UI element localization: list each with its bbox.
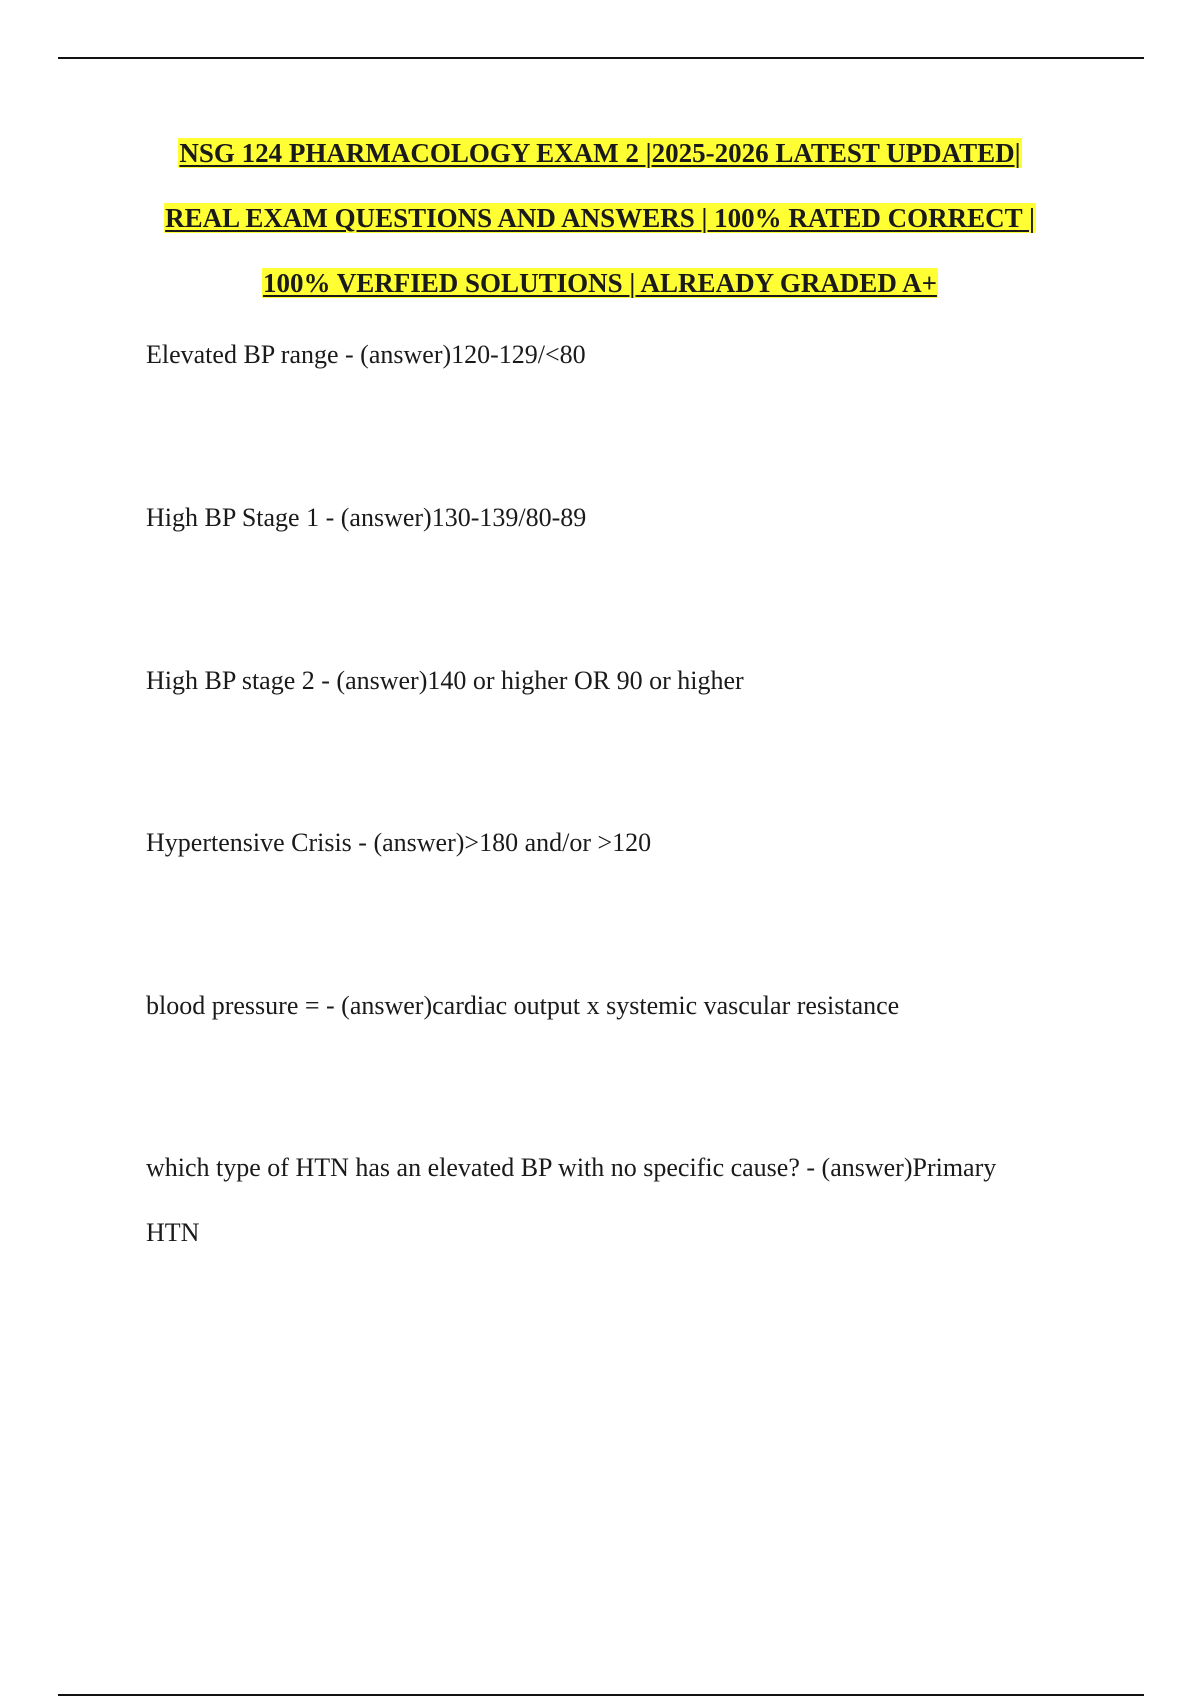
title-line-2-text: REAL EXAM QUESTIONS AND ANSWERS | 100% RATED CORRECT | xyxy=(165,203,1035,233)
qa-item-text: Hypertensive Crisis - (answer)>180 and/or >120 xyxy=(146,828,652,857)
title-line-2 xyxy=(0,203,1200,268)
title-line-3-text: 100% VERFIED SOLUTIONS | ALREADY GRADED A+ xyxy=(263,268,937,298)
title-line-1 xyxy=(0,138,1200,203)
title-line-3 xyxy=(0,268,1200,333)
qa-item-text: Elevated BP range - (answer)120-129/<80 xyxy=(146,340,586,369)
qa-item-elevated-bp xyxy=(146,340,1086,370)
top-divider xyxy=(58,57,1144,59)
qa-item-high-bp-stage-2 xyxy=(146,666,1086,696)
qa-item-text-line-2: HTN xyxy=(146,1218,200,1247)
qa-item-text: High BP Stage 1 - (answer)130-139/80-89 xyxy=(146,503,587,532)
qa-item-text: blood pressure = - (answer)cardiac output x systemic vascular resistance xyxy=(146,991,900,1020)
qa-item-blood-pressure-formula xyxy=(146,991,1086,1021)
document-title xyxy=(0,138,1200,333)
qa-item-text: High BP stage 2 - (answer)140 or higher OR 90 or higher xyxy=(146,666,744,695)
qa-item-primary-htn xyxy=(146,1153,1086,1248)
qa-item-hypertensive-crisis xyxy=(146,828,1086,858)
bottom-divider xyxy=(58,1694,1144,1696)
qa-item-text-line-1: which type of HTN has an elevated BP with no specific cause? - (answer)Primary xyxy=(146,1153,997,1182)
qa-item-high-bp-stage-1 xyxy=(146,503,1086,533)
title-line-1-text: NSG 124 PHARMACOLOGY EXAM 2 |2025-2026 LATEST UPDATED| xyxy=(179,138,1021,168)
